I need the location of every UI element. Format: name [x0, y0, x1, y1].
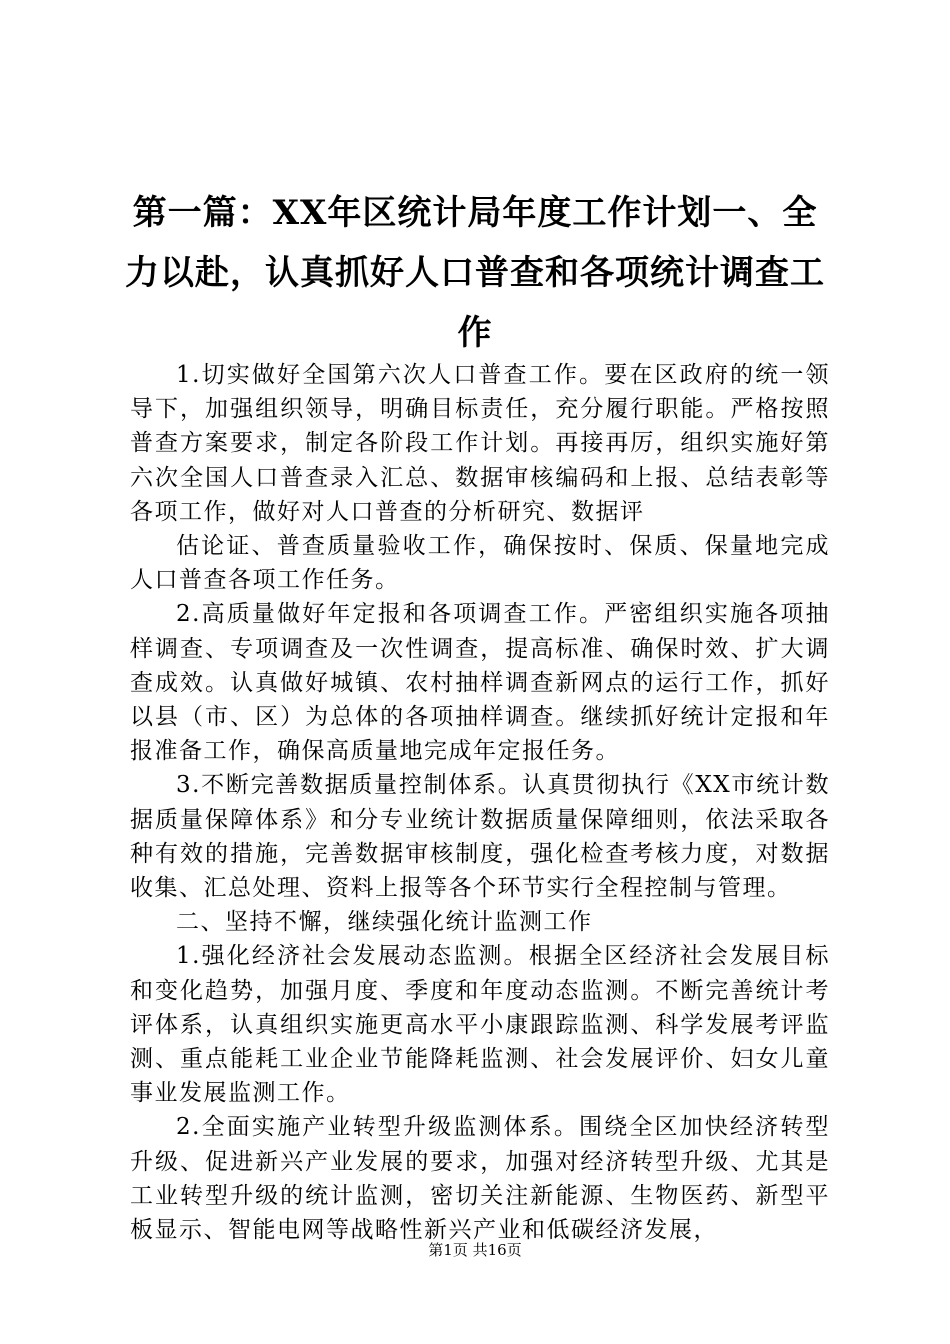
paragraph-6: 2.全面实施产业转型升级监测体系。围绕全区加快经济转型升级、促进新兴产业发展的要求，加强对经济转型升级、尤其是工业转型升级的统计监测，密切关注新能源、生物医药、新型平板显示、智能电网等战略性新兴产业和低碳经济发展， — [130, 1114, 830, 1244]
paragraph-3: 2.高质量做好年定报和各项调查工作。严密组织实施各项抽样调查、专项调查及一次性调查，提高标准、确保时效、扩大调查成效。认真做好城镇、农村抽样调查新网点的运行工作，抓好以县（市、区）为总体的各项抽样调查。继续抓好统计定报和年报准备工作，确保高质量地完成年定报任务。 — [130, 601, 830, 765]
page-footer: 第1页 共16页 — [428, 1241, 522, 1259]
paragraph-4: 3.不断完善数据质量控制体系。认真贯彻执行《XX市统计数据质量保障体系》和分专业统计数据质量保障细则，依法采取各种有效的措施，完善数据审核制度，强化检查考核力度，对数据收集、汇总处理、资料上报等各个环节实行全程控制与管理。 — [130, 772, 830, 902]
paragraph-5: 1.强化经济社会发展动态监测。根据全区经济社会发展目标和变化趋势，加强月度、季度和年度动态监测。不断完善统计考评体系，认真组织实施更高水平小康跟踪监测、科学发展考评监测、重点能耗工业企业节能降耗监测、社会发展评价、妇女儿童事业发展监测工作。 — [130, 943, 830, 1107]
section-heading-2: 二、坚持不懈，继续强化统计监测工作 — [176, 909, 593, 936]
paragraph-1: 1.切实做好全国第六次人口普查工作。要在区政府的统一领导下，加强组织领导，明确目标责任，充分履行职能。严格按照普查方案要求，制定各阶段工作计划。再接再厉，组织实施好第六次全国人口普查录入汇总、数据审核编码和上报、总结表彰等各项工作，做好对人口普查的分析研究、数据评 — [130, 362, 830, 525]
document-title: 第一篇：XX年区统计局年度工作计划一、全力以赴，认真抓好人口普查和各项统计调查工作 — [125, 193, 825, 353]
paragraph-2: 估论证、普查质量验收工作，确保按时、保质、保量地完成人口普查各项工作任务。 — [130, 533, 830, 594]
document-body — [130, 358, 830, 1247]
